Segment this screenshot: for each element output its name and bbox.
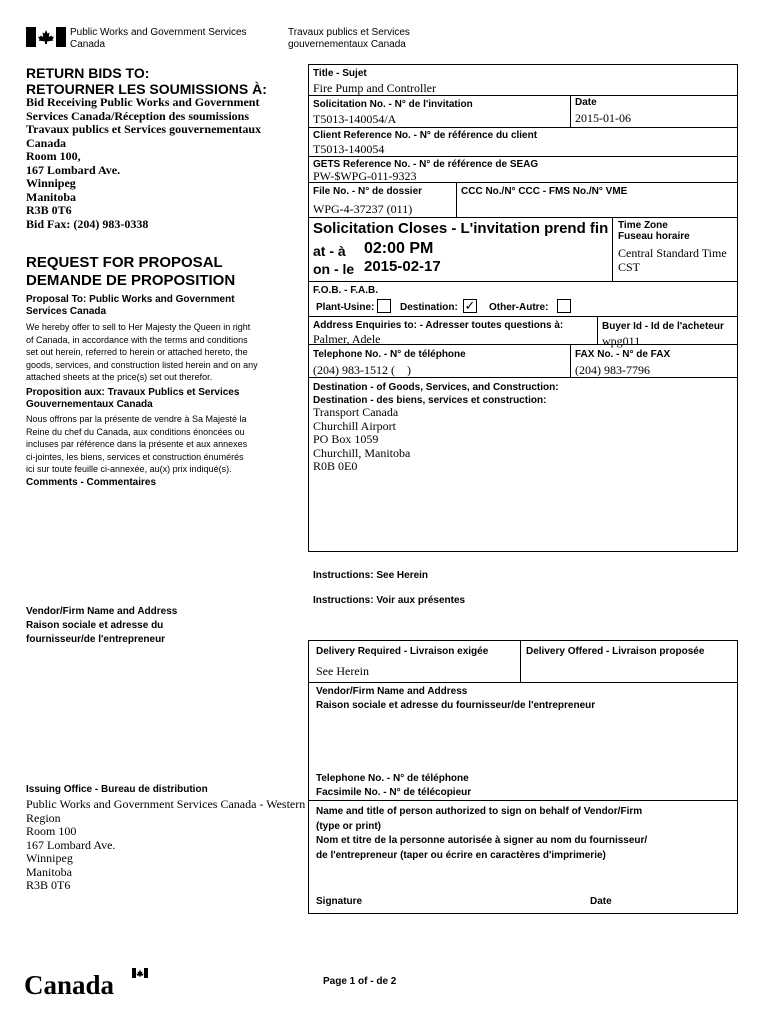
- page-number: Page 1 of - de 2: [323, 976, 397, 987]
- vendor-firm-label[interactable]: Vendor/Firm Name and Address Raison sociale et adresse du fournisseur/de l'entrepreneur: [316, 686, 596, 711]
- vendor-facsimile-label[interactable]: Facsimile No. - N° de télécopieur: [316, 787, 472, 798]
- canada-wordmark: [24, 966, 134, 1006]
- destination-address: Transport Canada Churchill Airport PO Box 1059 Churchill, Manitoba R0B 0E0: [313, 405, 411, 473]
- plant-usine-label: Plant-Usine:: [316, 302, 375, 313]
- gets-ref-value: PW-$WPG-011-9323: [313, 169, 417, 183]
- other-autre-label: Other-Autre:: [489, 302, 549, 313]
- buyer-id-label: Buyer Id - Id de l'acheteur: [602, 321, 724, 332]
- ccc-no-label: CCC No./N° CCC - FMS No./N° VME: [461, 186, 628, 197]
- proposal-to: Proposal To: Public Works and Government Services Canada: [26, 294, 235, 317]
- closing-time-value: 02:00 PM: [364, 240, 434, 257]
- authorized-person-label[interactable]: Name and title of person authorized to sign on behalf of Vendor/Firm (type or print) Nom et titre de la personne autorisée à signer au nom du fournisseur/ de l'entrepreneur (taper ou écrire en caractères d'imprimerie): [316, 806, 648, 861]
- address-enquiries-value: Palmer, Adele: [313, 332, 381, 346]
- department-name-fr: Travaux publics et Services gouvernementaux Canada: [288, 27, 410, 50]
- wordmark-flag-icon: [132, 968, 148, 978]
- issuing-office-label: Issuing Office - Bureau de distribution: [26, 784, 208, 795]
- fob-label: F.O.B. - F.A.B.: [313, 285, 378, 296]
- title-value: Fire Pump and Controller: [313, 81, 436, 95]
- destination-checkbox[interactable]: [463, 299, 477, 313]
- client-ref-value: T5013-140054: [313, 142, 385, 156]
- address-enquiries-label: Address Enquiries to: - Adresser toutes questions à:: [313, 320, 564, 331]
- closing-time-label: at - à: [313, 243, 346, 259]
- proposition-aux: Proposition aux: Travaux Publics et Services Gouvernementaux Canada: [26, 387, 240, 410]
- time-zone-value: Central Standard Time CST: [618, 246, 727, 274]
- solicitation-no-value: T5013-140054/A: [313, 112, 397, 126]
- vendor-telephone-label[interactable]: Telephone No. - N° de téléphone: [316, 773, 469, 784]
- file-no-value: WPG-4-37237 (011): [313, 202, 413, 216]
- other-autre-checkbox[interactable]: [557, 299, 571, 313]
- signature-date-label[interactable]: Date: [590, 896, 612, 907]
- instructions-en: Instructions: See Herein: [313, 570, 429, 581]
- rfp-title: REQUEST FOR PROPOSAL DEMANDE DE PROPOSITION: [26, 254, 236, 289]
- date-label: Date: [575, 97, 597, 108]
- fax-label: FAX No. - N° de FAX: [575, 349, 671, 360]
- plant-usine-checkbox[interactable]: [377, 299, 391, 313]
- offer-text-fr: Nous offrons par la présente de vendre à Sa Majesté la Reine du chef du Canada, aux conditions énoncées ou incluses par référence dans la présente et aux annexes ci-jointes, les biens, services et construction énumérés ici sur toute feuille ci-annexée, au(x) prix indiqué(s).: [26, 414, 248, 474]
- client-ref-label: Client Reference No. - N° de référence du client: [313, 130, 538, 141]
- buyer-id-value: wpg011: [602, 334, 641, 348]
- date-value: 2015-01-06: [575, 111, 631, 125]
- time-zone-label: Time Zone Fuseau horaire: [618, 220, 690, 242]
- solicitation-no-label: Solicitation No. - N° de l'invitation: [313, 99, 473, 110]
- delivery-offered-label[interactable]: Delivery Offered - Livraison proposée: [526, 646, 705, 657]
- vendor-name-address-label: Vendor/Firm Name and Address Raison sociale et adresse du fournisseur/de l'entrepreneur: [26, 606, 178, 645]
- signature-label[interactable]: Signature: [316, 896, 363, 907]
- department-name-en: Public Works and Government Services Canada: [70, 27, 247, 50]
- canada-flag-icon: [26, 27, 66, 47]
- canada-wordmark-text: Canada: [24, 970, 115, 1000]
- destination-goods-label: Destination - of Goods, Services, and Construction: Destination - des biens, services et construction:: [313, 382, 559, 406]
- instructions-fr: Instructions: Voir aux présentes: [313, 595, 466, 606]
- delivery-required-label: Delivery Required - Livraison exigée: [316, 646, 489, 657]
- gets-ref-label: GETS Reference No. - N° de référence de SEAG: [313, 159, 539, 170]
- return-bids-address: Bid Receiving Public Works and Government Services Canada/Réception des soumissions Travaux publics et Services gouvernementaux Canada Room 100, 167 Lombard Ave. Winnipeg Manitoba R3B 0T6 Bid Fax: (204) 983-0338: [26, 95, 262, 231]
- title-label: Title - Sujet: [313, 68, 367, 79]
- telephone-label: Telephone No. - N° de téléphone: [313, 349, 466, 360]
- fax-value: (204) 983-7796: [575, 363, 650, 377]
- closing-date-label: on - le: [313, 261, 355, 277]
- return-bids-title: RETURN BIDS TO: RETOURNER LES SOUMISSIONS À:: [26, 65, 267, 97]
- offer-text-en: We hereby offer to sell to Her Majesty the Queen in right of Canada, in accordance with the terms and conditions set out herein, referred to herein or attached hereto, the goods, services, and construction listed herein and on any attached sheets at the price(s) set out therefor.: [26, 322, 258, 382]
- telephone-value: (204) 983-1512 ( ): [313, 363, 411, 377]
- solicitation-closes-label: Solicitation Closes - L'invitation prend fin: [313, 220, 609, 237]
- comments-label: Comments - Commentaires: [26, 477, 157, 488]
- checkmark-icon: ✓: [464, 298, 476, 313]
- destination-label: Destination:: [400, 302, 458, 313]
- file-no-label: File No. - N° de dossier: [313, 186, 423, 197]
- closing-date-value: 2015-02-17: [364, 258, 441, 275]
- delivery-required-value: See Herein: [316, 664, 369, 678]
- issuing-office-address: Public Works and Government Services Canada - Western Region Room 100 167 Lombard Ave. Winnipeg Manitoba R3B 0T6: [26, 797, 306, 892]
